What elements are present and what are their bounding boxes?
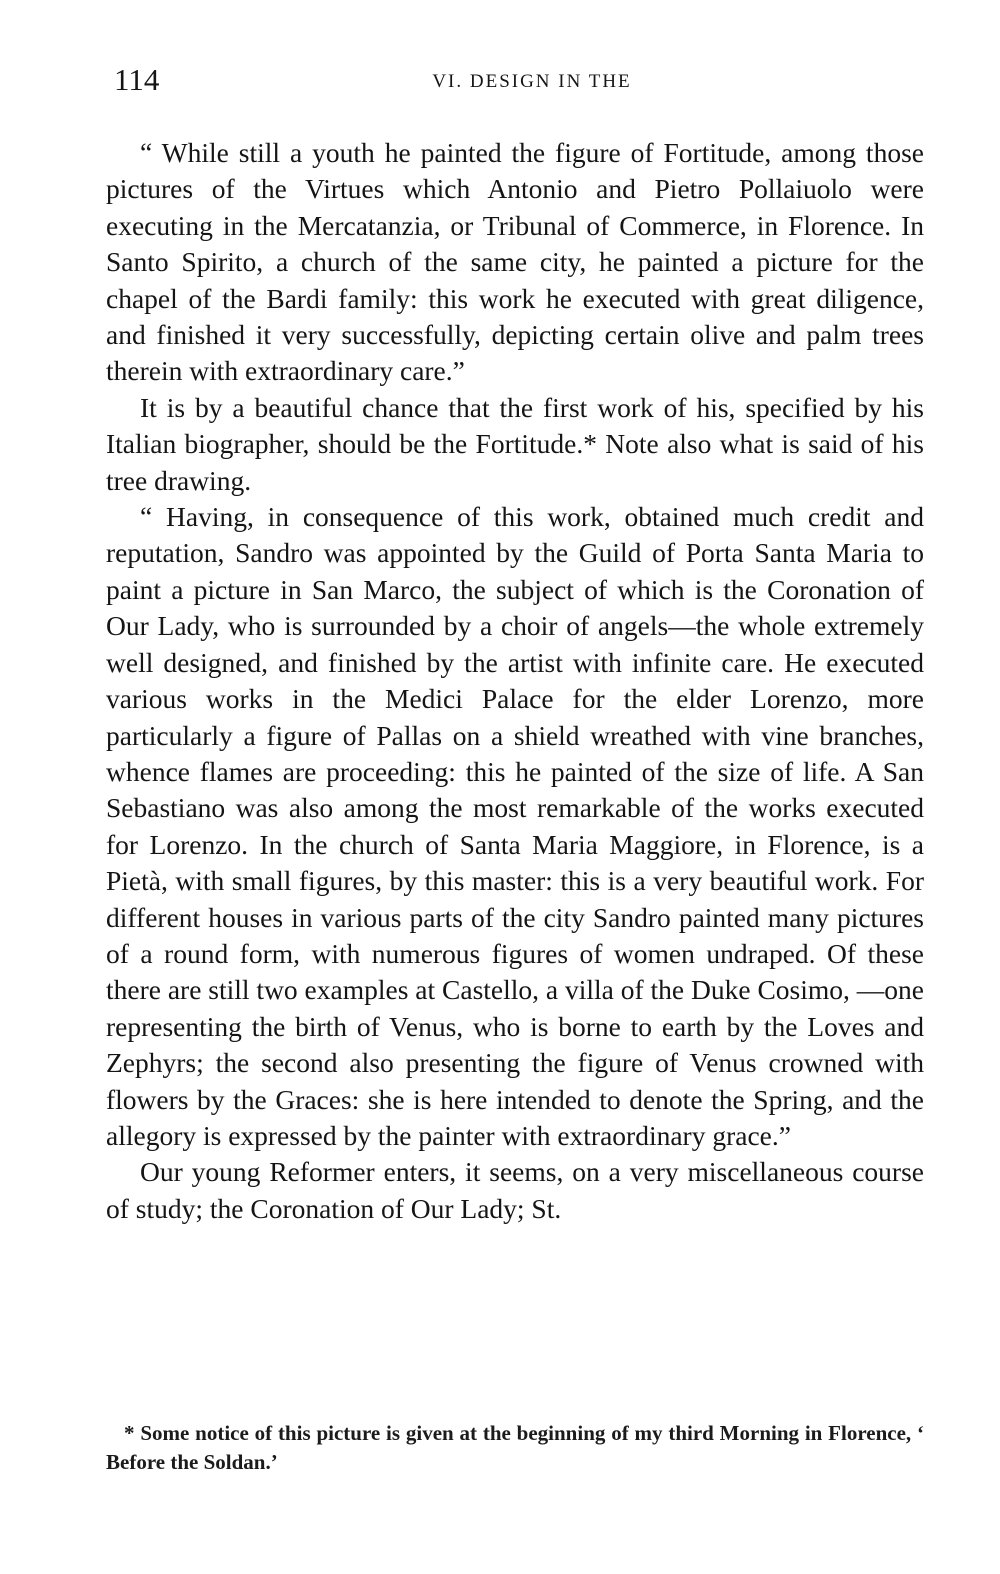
paragraph-commentary-2: Our young Reformer enters, it seems, on a very miscellaneous course of study; the Coronation of Our Lady; St. [106,1156,924,1224]
footnote: * Some notice of this picture is given at the beginning of my third Morning in Florence, ‘ Before the Soldan.’ [106,1421,924,1474]
paragraph-commentary-1: It is by a beautiful chance that the first work of his, specified by his Italian biographer, should be the Fortitude.* Note also what is said of his tree drawing. [106,391,924,496]
chapter-running-title: VI. DESIGN IN THE [432,71,632,92]
paragraph-vasari-quote-2: “ Having, in consequence of this work, obtained much credit and reputation, Sandro was appointed by the Guild of Porta Santa Maria to paint a picture in San Marco, the subject of which is the Coronation of Our Lady, who is surrounded by a choir of angels—the whole extremely well designed, and finished by the artist with infinite care. He executed various works in the Medici Palace for the elder Lorenzo, more particularly a figure of Pallas on a shield wreathed with vine branches, whence flames are proceeding: this he painted of the size of life. A San Sebastiano was also among the most remarkable of the works executed for Lorenzo. In the church of Santa Maria Maggiore, in Florence, is a Pietà, with small figures, by this master: this is a very beautiful work. For different houses in various parts of the city Sandro painted many pictures of a round form, with numerous figures of women undraped. Of these there are still two examples at Castello, a villa of the Duke Cosimo, —one representing the birth of Venus, who is borne to earth by the Loves and Zephyrs; the second also presenting the figure of Venus crowned with flowers by the Graces: she is here intended to denote the Spring, and the allegory is expressed by the painter with extraordinary grace.” [106,501,924,1151]
running-head [108,62,926,102]
body-text [106,135,924,1227]
paragraph-vasari-quote-1: “ While still a youth he painted the figure of Fortitude, among those pictures of the Virtues which Antonio and Pietro Pollaiuolo were executing in the Mercatanzia, or Tribunal of Commerce, in Florence. In Santo Spirito, a church of the same city, he painted a picture for the chapel of the Bardi family: this work he executed with great diligence, and finished it very successfully, depicting certain olive and palm trees therein with extraordinary care.” [106,137,924,387]
page-number: 114 [114,62,160,97]
